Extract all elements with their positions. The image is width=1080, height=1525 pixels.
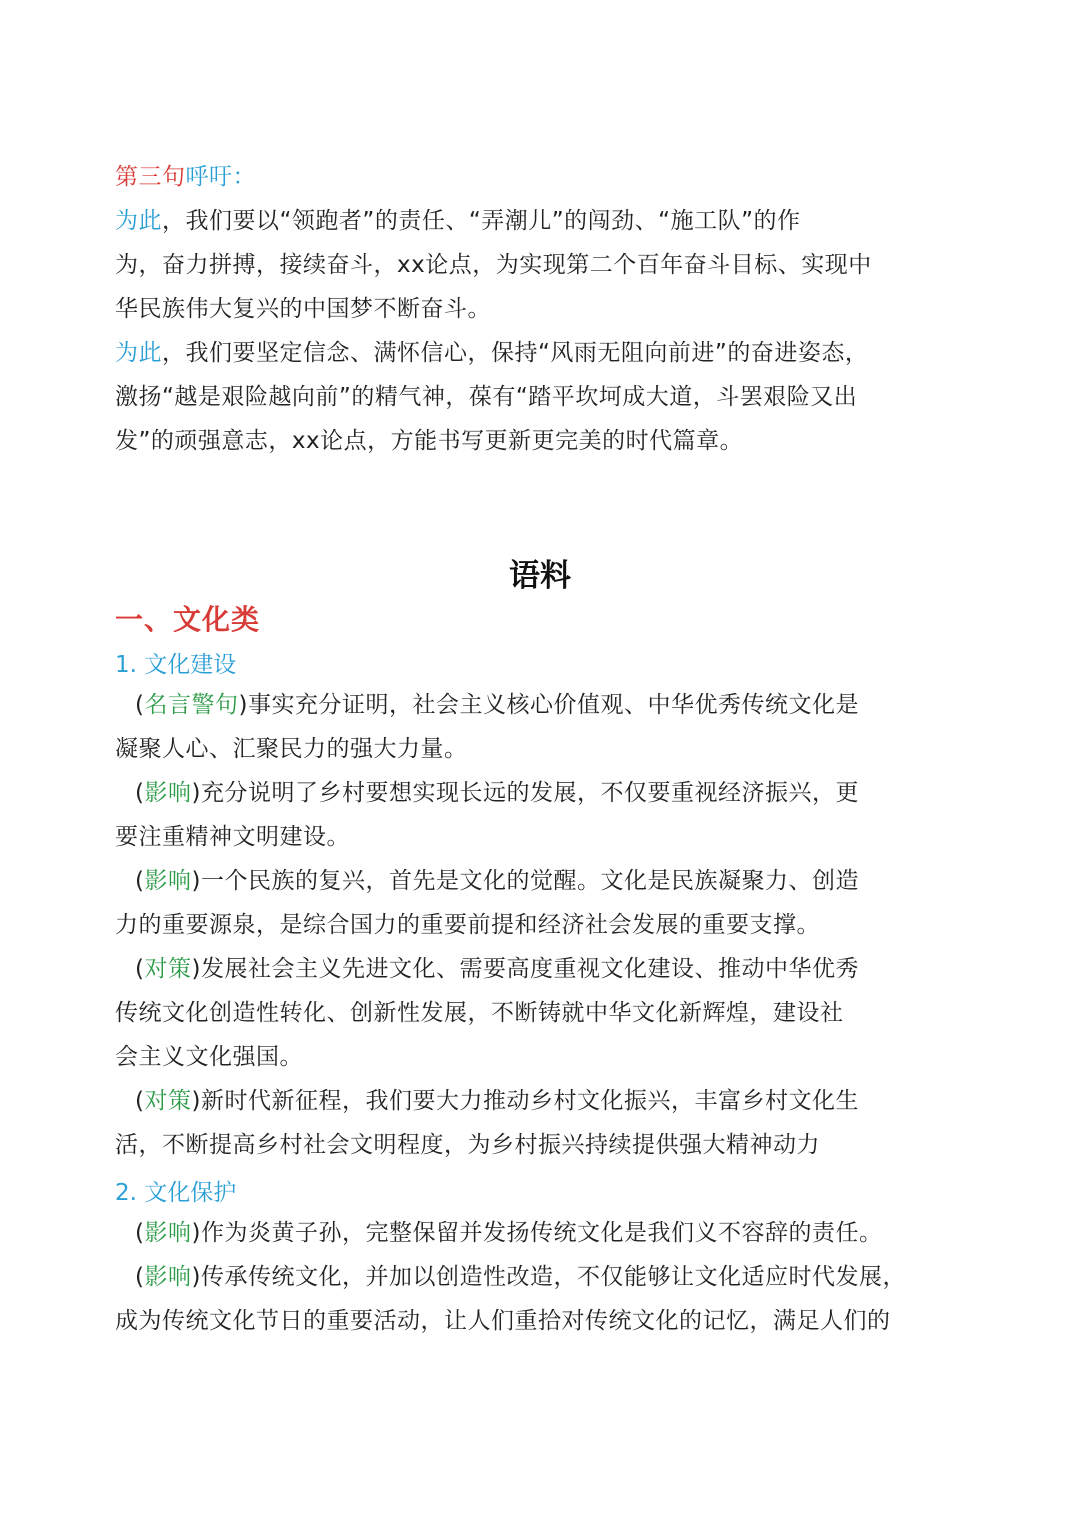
tag-close-paren: ) xyxy=(191,868,201,894)
paragraph-line xyxy=(115,338,868,368)
tag-open-paren: ( xyxy=(135,956,145,982)
heading-colon: ： xyxy=(232,164,256,190)
item-tag: 影响 xyxy=(144,1264,192,1290)
paragraph-line: 发”的顽强意志，xx论点，方能书写更新更完美的时代篇章。 xyxy=(115,428,744,454)
item-tag: 名言警句 xyxy=(144,692,239,718)
item-tag: 对策 xyxy=(144,1088,192,1114)
item-line: 凝聚人心、汇聚民力的强大力量。 xyxy=(115,736,468,762)
heading-label-appeal: 呼吁 xyxy=(185,164,233,190)
item-line: 会主义文化强国。 xyxy=(115,1044,303,1070)
item-tag: 影响 xyxy=(144,868,192,894)
item-line: 要注重精神文明建设。 xyxy=(115,824,350,850)
item-text: 一个民族的复兴，首先是文化的觉醒。文化是民族凝聚力、创造 xyxy=(200,868,859,894)
item-text: 事实充分证明，社会主义核心价值观、中华优秀传统文化是 xyxy=(247,692,859,718)
item-line xyxy=(135,1218,882,1248)
paragraph-line: 激扬“越是艰险越向前”的精气神，葆有“踏平坎坷成大道，斗罢艰险又出 xyxy=(115,384,858,410)
corpus-title: 语料 xyxy=(509,558,571,594)
tag-open-paren: ( xyxy=(135,1264,145,1290)
tag-open-paren: ( xyxy=(135,692,145,718)
paragraph-lead: 为此 xyxy=(115,340,162,366)
item-text: 发展社会主义先进文化、需要高度重视文化建设、推动中华优秀 xyxy=(200,956,859,982)
item-line: 成为传统文化节日的重要活动，让人们重拾对传统文化的记忆，满足人们的 xyxy=(115,1308,891,1334)
item-tag: 对策 xyxy=(144,956,192,982)
paragraph-text: ，我们要坚定信念、满怀信心，保持“风雨无阻向前进”的奋进姿态， xyxy=(162,340,869,366)
subheading-culture-protection: 2. 文化保护 xyxy=(115,1180,237,1206)
item-text: 作为炎黄子孙，完整保留并发扬传统文化是我们义不容辞的责任。 xyxy=(200,1220,883,1246)
paragraph-line: 为，奋力拼搏，接续奋斗，xx论点，为实现第二个百年奋斗目标、实现中 xyxy=(115,252,872,278)
item-line xyxy=(135,778,859,808)
paragraph-lead: 为此 xyxy=(115,208,162,234)
item-line xyxy=(135,1262,906,1292)
section-heading-culture: 一、文化类 xyxy=(115,603,261,636)
item-line xyxy=(135,954,859,984)
item-line: 活，不断提高乡村社会文明程度，为乡村振兴持续提供强大精神动力 xyxy=(115,1132,820,1158)
heading-label-third-sentence: 第三句 xyxy=(115,164,186,190)
paragraph-line xyxy=(115,206,801,236)
item-text: 传承传统文化，并加以创造性改造，不仅能够让文化适应时代发展， xyxy=(200,1264,906,1290)
tag-open-paren: ( xyxy=(135,1088,145,1114)
subheading-culture-construction: 1. 文化建设 xyxy=(115,652,237,678)
tag-close-paren: ) xyxy=(191,1264,201,1290)
item-text: 新时代新征程，我们要大力推动乡村文化振兴，丰富乡村文化生 xyxy=(200,1088,859,1114)
call-to-action-heading xyxy=(115,162,256,192)
tag-open-paren: ( xyxy=(135,868,145,894)
item-tag: 影响 xyxy=(144,1220,192,1246)
tag-close-paren: ) xyxy=(191,956,201,982)
tag-open-paren: ( xyxy=(135,780,145,806)
item-line xyxy=(135,690,859,720)
item-line: 传统文化创造性转化、创新性发展，不断铸就中华文化新辉煌，建设社 xyxy=(115,1000,844,1026)
item-tag: 影响 xyxy=(144,780,192,806)
tag-close-paren: ) xyxy=(191,1220,201,1246)
item-text: 充分说明了乡村要想实现长远的发展，不仅要重视经济振兴，更 xyxy=(200,780,859,806)
paragraph-text: ，我们要以“领跑者”的责任、“弄潮儿”的闯劲、“施工队”的作 xyxy=(162,208,801,234)
item-line xyxy=(135,866,859,896)
item-line xyxy=(135,1086,859,1116)
paragraph-line: 华民族伟大复兴的中国梦不断奋斗。 xyxy=(115,296,491,322)
item-line: 力的重要源泉，是综合国力的重要前提和经济社会发展的重要支撑。 xyxy=(115,912,820,938)
tag-close-paren: ) xyxy=(191,1088,201,1114)
tag-close-paren: ) xyxy=(238,692,248,718)
tag-open-paren: ( xyxy=(135,1220,145,1246)
tag-close-paren: ) xyxy=(191,780,201,806)
